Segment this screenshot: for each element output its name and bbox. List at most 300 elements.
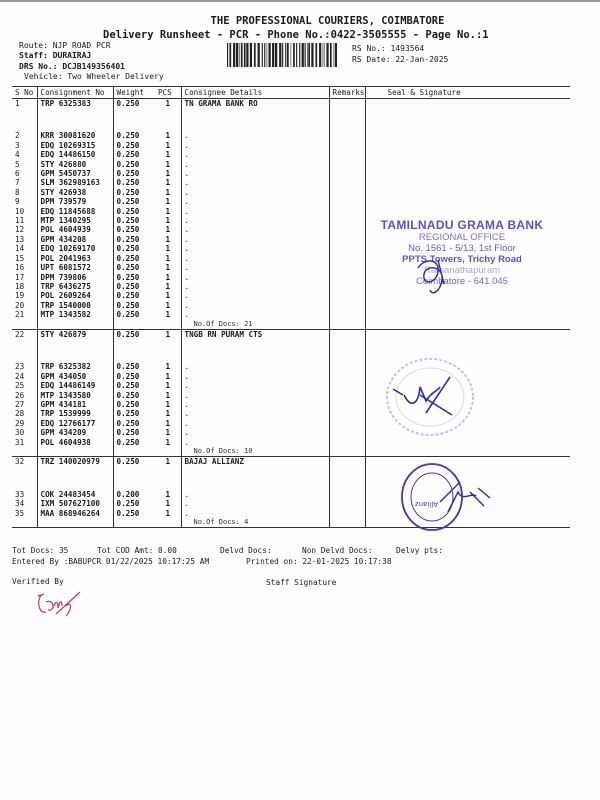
table-row — [12, 409, 570, 418]
consignment-number: EDQ 10269315 — [37, 141, 113, 150]
rs-number: RS No.: 1493564 — [352, 44, 425, 53]
barcode-bar — [334, 43, 335, 67]
consignment-number: GPM 5450737 — [37, 169, 113, 178]
pieces: 1 — [165, 234, 171, 244]
weight: 0.250 — [113, 160, 155, 169]
pieces: 1 — [165, 187, 171, 197]
docs-count: No.Of Docs: 10 — [181, 447, 329, 457]
pieces: 1 — [165, 399, 171, 409]
weight: 0.250 — [113, 150, 155, 159]
svg-text:Allianz: Allianz — [414, 500, 438, 508]
consignment-number: EDQ 14486150 — [37, 150, 113, 159]
weight: 0.250 — [113, 509, 155, 518]
table-row — [12, 178, 570, 187]
delivery-points: Delvy pts: — [396, 546, 443, 555]
barcode-bar — [324, 43, 325, 67]
pieces: 1 — [165, 131, 171, 141]
weight: 0.250 — [113, 188, 155, 197]
remarks-cell — [329, 160, 365, 169]
stamp-line: TAMILNADU GRAMA BANK — [380, 218, 544, 232]
pieces: 1 — [165, 263, 171, 273]
serial-number: 20 — [15, 300, 25, 310]
weight: 0.250 — [113, 225, 155, 234]
col-pcs: PCS — [155, 87, 181, 99]
consignee-details: . — [181, 391, 329, 400]
barcode-bar — [244, 43, 246, 67]
weight: 0.250 — [113, 499, 155, 508]
consignment-number: STY 426879 — [37, 329, 113, 339]
serial-number: 25 — [15, 381, 25, 391]
weight: 0.250 — [113, 178, 155, 187]
consignment-number: POL 4604938 — [37, 438, 113, 447]
weight: 0.250 — [113, 197, 155, 206]
barcode-bar — [233, 43, 235, 67]
pieces: 1 — [165, 244, 171, 254]
consignee-details: . — [181, 244, 329, 253]
table-row — [12, 400, 570, 409]
pieces: 1 — [165, 225, 171, 235]
consignee-details: TNGB RN PURAM CTS — [181, 329, 329, 339]
consignee-details: . — [181, 509, 329, 518]
pieces: 1 — [165, 489, 171, 499]
pieces: 1 — [165, 178, 171, 188]
pieces: 1 — [165, 159, 171, 169]
serial-number: 3 — [15, 140, 20, 150]
consignment-number: STY 426880 — [37, 160, 113, 169]
table-row — [12, 419, 570, 428]
consignee-details: . — [181, 188, 329, 197]
consignment-number: TRP 6325382 — [37, 362, 113, 371]
consignment-number: GPM 434181 — [37, 400, 113, 409]
pieces: 1 — [165, 390, 171, 400]
consignment-number: POL 2041963 — [37, 254, 113, 263]
table-row — [12, 391, 570, 400]
company-title: THE PROFESSIONAL COURIERS, COIMBATORE — [210, 15, 445, 27]
consignment-number: UPT 6081572 — [37, 263, 113, 272]
remarks-cell — [329, 409, 365, 418]
consignment-number: MTP 1340295 — [37, 216, 113, 225]
barcode-bar — [330, 43, 332, 67]
weight: 0.250 — [113, 99, 155, 109]
consignment-number: POL 4604939 — [37, 225, 113, 234]
docs-count: No.Of Docs: 4 — [181, 518, 329, 528]
serial-number: 6 — [15, 169, 20, 179]
remarks-cell — [329, 490, 365, 499]
weight: 0.250 — [113, 310, 155, 319]
pieces: 1 — [165, 381, 171, 391]
serial-number: 15 — [15, 253, 25, 263]
barcode-bar — [239, 43, 240, 67]
remarks-cell — [329, 141, 365, 150]
stamp-line: PPTS Towers, Trichy Road — [402, 254, 522, 265]
table-row — [12, 310, 570, 319]
consignee-details: . — [181, 372, 329, 381]
pieces: 1 — [165, 140, 171, 150]
seal-signature-cell — [365, 150, 570, 159]
pieces: 1 — [165, 300, 171, 310]
weight: 0.250 — [113, 301, 155, 310]
weight: 0.250 — [113, 381, 155, 390]
table-row — [12, 131, 570, 140]
serial-number: 23 — [15, 362, 25, 372]
weight: 0.250 — [113, 131, 155, 140]
consignment-number: TRP 6436275 — [37, 282, 113, 291]
seal-signature-cell — [365, 141, 570, 150]
weight: 0.250 — [113, 329, 155, 339]
consignee-details: . — [181, 400, 329, 409]
barcode-bar — [315, 43, 317, 67]
consignment-number: DPM 739806 — [37, 273, 113, 282]
staff-label: Staff: DURAIRAJ — [19, 51, 92, 60]
pieces: 1 — [165, 418, 171, 428]
weight: 0.250 — [113, 457, 155, 467]
seal-signature-cell — [365, 99, 570, 109]
consignment-number: STY 426938 — [37, 188, 113, 197]
barcode-bar — [326, 43, 328, 67]
barcode-bar — [285, 43, 286, 67]
consignee-details: . — [181, 301, 329, 310]
consignment-number: MTP 1343580 — [37, 391, 113, 400]
barcode-icon — [227, 43, 337, 67]
remarks-cell — [329, 131, 365, 140]
table-row — [12, 169, 570, 178]
col-weight: Weight — [113, 87, 155, 99]
table-row — [12, 428, 570, 437]
weight: 0.250 — [113, 263, 155, 272]
consignment-number: TRP 1539999 — [37, 409, 113, 418]
barcode-bar — [299, 43, 300, 67]
serial-number: 31 — [15, 437, 25, 447]
group-summary-row — [12, 447, 570, 457]
barcode-bar — [241, 43, 243, 67]
consignment-number: GPM 434208 — [37, 235, 113, 244]
consignee-details: . — [181, 419, 329, 428]
serial-number: 22 — [15, 329, 25, 339]
remarks-cell — [329, 362, 365, 371]
consignment-number: TRZ 140020979 — [37, 457, 113, 467]
remarks-cell — [329, 391, 365, 400]
remarks-cell — [329, 372, 365, 381]
consignment-number: SLM 362989163 — [37, 178, 113, 187]
barcode-bar — [319, 43, 321, 67]
pieces: 1 — [165, 197, 171, 207]
consignment-number: MAA 868946264 — [37, 509, 113, 518]
consignment-number: IXM 507627100 — [37, 499, 113, 508]
remarks-cell — [329, 188, 365, 197]
serial-number: 17 — [15, 272, 25, 282]
table-row — [12, 291, 570, 300]
col-seal: Seal & Signature — [365, 87, 570, 99]
remarks-cell — [329, 509, 365, 518]
scan-edge — [0, 0, 600, 2]
serial-number: 7 — [15, 178, 20, 188]
barcode-bar — [254, 43, 256, 67]
stamp-line: REGIONAL OFFICE — [418, 232, 506, 243]
table-row — [12, 438, 570, 447]
consignee-details: TN GRAMA BANK RO — [181, 99, 329, 109]
pieces: 1 — [165, 310, 171, 320]
table-row — [12, 381, 570, 390]
consignee-details: . — [181, 169, 329, 178]
consignee-details: . — [181, 310, 329, 319]
consignee-details: . — [181, 225, 329, 234]
remarks-cell — [329, 438, 365, 447]
serial-number: 10 — [15, 206, 25, 216]
drs-number: DRS No.: DCJB149356401 — [19, 62, 125, 71]
weight: 0.250 — [113, 391, 155, 400]
barcode-bar — [305, 43, 306, 67]
weight: 0.250 — [113, 372, 155, 381]
table-row — [12, 362, 570, 371]
pieces: 1 — [165, 428, 171, 438]
consignee-details: . — [181, 254, 329, 263]
weight: 0.250 — [113, 362, 155, 371]
bajaj-stamp-icon — [400, 462, 510, 532]
serial-number: 12 — [15, 225, 25, 235]
runsheet-subtitle: Delivery Runsheet - PCR - Phone No.:0422-3505555 - Page No.:1 — [103, 29, 489, 41]
barcode-bar — [291, 43, 292, 67]
serial-number: 21 — [15, 310, 25, 320]
consignee-details: . — [181, 160, 329, 169]
seal-signature-cell — [365, 169, 570, 178]
tngb-stamp — [357, 218, 567, 287]
serial-number: 16 — [15, 263, 25, 273]
barcode-bar — [311, 43, 313, 67]
table-row — [12, 141, 570, 150]
pieces: 1 — [165, 437, 171, 447]
serial-number: 18 — [15, 281, 25, 291]
remarks-cell — [329, 207, 365, 216]
consignment-number: GPM 434209 — [37, 428, 113, 437]
consignee-details: BAJAJ ALLIANZ — [181, 457, 329, 467]
table-header-row — [12, 87, 570, 99]
barcode-bar — [262, 43, 263, 67]
barcode-bar — [227, 43, 228, 67]
consignment-number: POL 2609264 — [37, 291, 113, 300]
remarks-cell — [329, 400, 365, 409]
weight: 0.250 — [113, 216, 155, 225]
barcode-bar — [272, 43, 274, 67]
consignment-number: EDQ 12766177 — [37, 419, 113, 428]
seal-signature-cell — [365, 291, 570, 300]
stamp-line: Ramanathapuram — [423, 265, 501, 276]
pieces: 1 — [165, 206, 171, 216]
consignment-number: TRP 1540000 — [37, 301, 113, 310]
barcode-bar — [279, 43, 281, 67]
table-row — [12, 197, 570, 206]
serial-number: 19 — [15, 291, 25, 301]
consignment-number: DPM 739579 — [37, 197, 113, 206]
consignee-details: . — [181, 273, 329, 282]
barcode-bar — [323, 43, 324, 67]
serial-number: 32 — [15, 457, 25, 467]
barcode-bar — [293, 43, 295, 67]
serial-number: 4 — [15, 150, 20, 160]
weight: 0.250 — [113, 273, 155, 282]
rs-date: RS Date: 22-Jan-2025 — [352, 55, 449, 64]
consignee-details: . — [181, 291, 329, 300]
serial-number: 11 — [15, 216, 25, 226]
consignee-details: . — [181, 499, 329, 508]
pieces: 1 — [165, 99, 171, 108]
barcode-bar — [287, 43, 289, 67]
barcode-bar — [264, 43, 265, 67]
barcode-bar — [269, 43, 271, 67]
table-row — [12, 150, 570, 159]
group-summary-row — [12, 320, 570, 330]
barcode-bar — [229, 43, 231, 67]
consignee-details: . — [181, 178, 329, 187]
serial-number: 8 — [15, 187, 20, 197]
seal-signature-cell — [365, 329, 570, 339]
table-row — [12, 99, 570, 109]
remarks-cell — [329, 419, 365, 428]
printed-on: Printed on: 22-01-2025 10:17:38 — [246, 557, 392, 566]
remarks-cell — [329, 99, 365, 109]
weight: 0.250 — [113, 282, 155, 291]
seal-signature-cell — [365, 301, 570, 310]
remarks-cell — [329, 329, 365, 339]
barcode-bar — [267, 43, 268, 67]
weight: 0.250 — [113, 291, 155, 300]
remarks-cell — [329, 499, 365, 508]
remarks-cell — [329, 291, 365, 300]
seal-signature-cell — [365, 207, 570, 216]
signature-icon — [410, 240, 460, 300]
serial-number: 13 — [15, 234, 25, 244]
consignment-number: COK 24483454 — [37, 490, 113, 499]
remarks-cell — [329, 457, 365, 467]
weight: 0.250 — [113, 141, 155, 150]
pieces: 1 — [165, 272, 171, 282]
remarks-cell — [329, 150, 365, 159]
remarks-cell — [329, 197, 365, 206]
pieces: 1 — [165, 409, 171, 419]
col-remarks: Remarks — [329, 87, 365, 99]
col-sno: S No — [12, 87, 37, 99]
consignee-details: . — [181, 131, 329, 140]
seal-signature-cell — [365, 188, 570, 197]
non-delivered-docs: Non Delvd Docs: — [302, 546, 373, 555]
serial-number: 1 — [15, 99, 20, 108]
barcode-bar — [302, 43, 304, 67]
remarks-cell — [329, 381, 365, 390]
serial-number: 28 — [15, 409, 25, 419]
barcode-bar — [307, 43, 308, 67]
table-row — [12, 207, 570, 216]
stamp-line: No. 1561 - 5/13, 1st Floor — [408, 243, 516, 254]
weight: 0.250 — [113, 207, 155, 216]
vehicle-label: Vehicle: Two Wheeler Delivery — [24, 72, 164, 81]
remarks-cell — [329, 169, 365, 178]
weight: 0.250 — [113, 438, 155, 447]
remarks-cell — [329, 178, 365, 187]
consignee-details: . — [181, 381, 329, 390]
pieces: 1 — [165, 253, 171, 263]
barcode-bar — [236, 43, 238, 67]
pieces: 1 — [165, 150, 171, 160]
seal-signature-cell — [365, 310, 570, 319]
pieces: 1 — [165, 362, 171, 372]
serial-number: 29 — [15, 418, 25, 428]
weight: 0.250 — [113, 428, 155, 437]
serial-number: 35 — [15, 508, 25, 518]
pieces: 1 — [165, 508, 171, 518]
table-row — [12, 160, 570, 169]
weight: 0.250 — [113, 254, 155, 263]
consignee-details: . — [181, 362, 329, 371]
table-row — [12, 329, 570, 339]
pieces: 1 — [165, 291, 171, 301]
weight: 0.250 — [113, 400, 155, 409]
pieces: 1 — [165, 329, 171, 339]
consignee-details: . — [181, 428, 329, 437]
weight: 0.250 — [113, 169, 155, 178]
weight: 0.250 — [113, 419, 155, 428]
consignee-details: . — [181, 235, 329, 244]
seal-signature-cell — [365, 197, 570, 206]
barcode-bar — [308, 43, 310, 67]
col-consignment: Consignment No — [37, 87, 113, 99]
total-docs: Tot Docs: 35 — [12, 546, 69, 555]
table-row — [12, 372, 570, 381]
table-row — [12, 188, 570, 197]
serial-number: 9 — [15, 197, 20, 207]
serial-number: 33 — [15, 489, 25, 499]
remarks-cell — [329, 301, 365, 310]
barcode-bar — [335, 43, 337, 67]
rn-puram-stamp-icon — [380, 357, 480, 437]
seal-signature-cell — [365, 438, 570, 447]
weight: 0.250 — [113, 235, 155, 244]
weight: 0.250 — [113, 244, 155, 253]
pieces: 1 — [165, 281, 171, 291]
consignee-details: . — [181, 490, 329, 499]
consignee-details: . — [181, 282, 329, 291]
serial-number: 14 — [15, 244, 25, 254]
consignee-details: . — [181, 141, 329, 150]
stamp-line: Coimbatore - 641 045 — [416, 276, 508, 287]
consignment-number: GPM 434050 — [37, 372, 113, 381]
serial-number: 26 — [15, 390, 25, 400]
pieces: 1 — [165, 457, 171, 467]
remarks-cell — [329, 428, 365, 437]
barcode-bar — [296, 43, 297, 67]
group-spacer — [12, 339, 570, 362]
consignee-details: . — [181, 438, 329, 447]
col-consignee: Consignee Details — [181, 87, 329, 99]
serial-number: 30 — [15, 428, 25, 438]
docs-count: No.Of Docs: 21 — [181, 320, 329, 330]
remarks-cell — [329, 310, 365, 319]
barcode-bar — [258, 43, 260, 67]
consignment-number: EDQ 10269170 — [37, 244, 113, 253]
consignee-details: . — [181, 197, 329, 206]
entered-by: Entered By :BABUPCR 01/22/2025 10:17:25 AM — [12, 557, 210, 566]
seal-signature-cell — [365, 131, 570, 140]
pieces: 1 — [165, 371, 171, 381]
serial-number: 5 — [15, 159, 20, 169]
seal-signature-cell — [365, 160, 570, 169]
total-cod-amount: Tot COD Amt: 0.00 — [97, 546, 177, 555]
consignment-number: EDQ 14486149 — [37, 381, 113, 390]
route-label: Route: NJP ROAD PCR — [19, 41, 111, 50]
barcode-bar — [275, 43, 277, 67]
verifier-signature-icon — [32, 590, 92, 622]
serial-number: 27 — [15, 399, 25, 409]
consignee-details: . — [181, 409, 329, 418]
serial-number: 2 — [15, 131, 20, 141]
